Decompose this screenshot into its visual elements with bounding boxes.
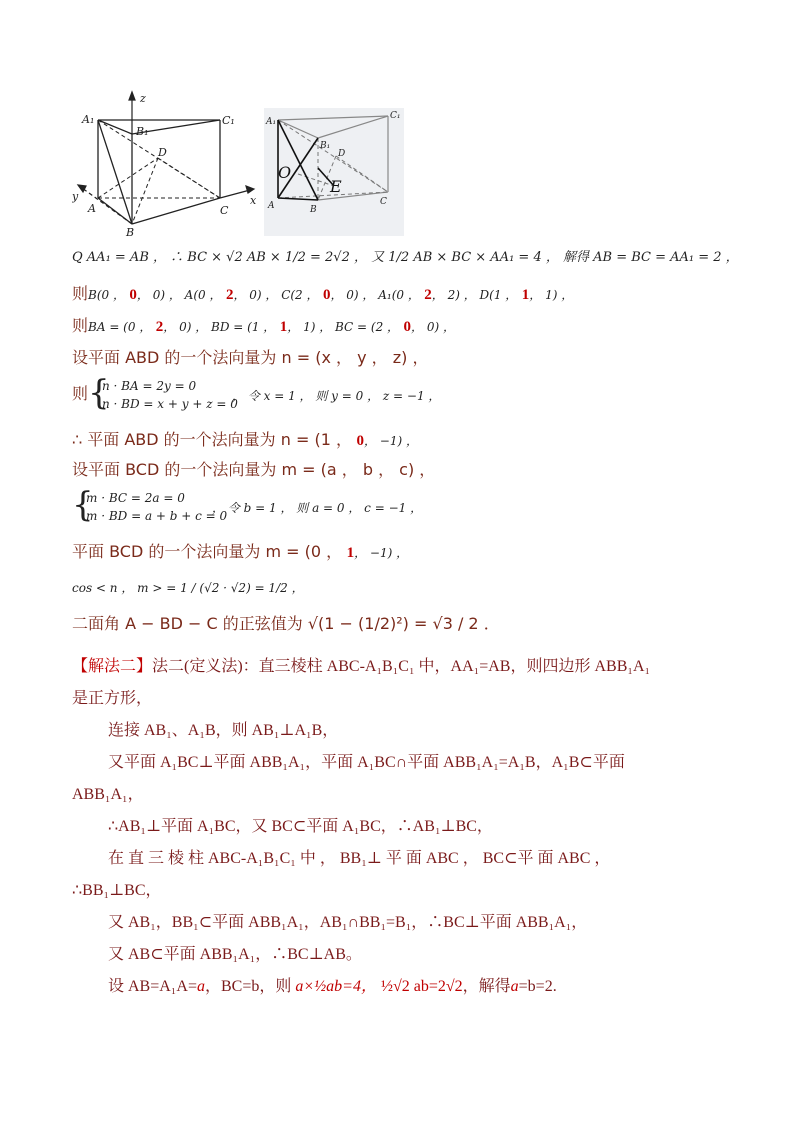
label-x: x bbox=[250, 194, 257, 207]
method2-p6: 又 AB₁，BB₁⊂平面 ABB₁A₁，AB₁∩BB₁=B₁，∴BC⊥平面 ABB₁A₁， bbox=[108, 914, 588, 931]
method2-p8: 设 AB=A₁A=a，BC=b，则 a×½ab=4， ½√2 ab=2√2，解得a=b=2. bbox=[108, 978, 557, 995]
label-C: C bbox=[380, 197, 387, 207]
method2-p2: 连接 AB₁、A₁B，则 AB₁⊥A₁B， bbox=[108, 722, 339, 739]
label-D: D bbox=[158, 146, 167, 159]
line-1: Q AA₁ = AB ， ∴ BC × √2 AB × 1/2 = 2√2 ， 又 1/2 AB × BC × AA₁ = 4 ， 解得 AB = BC = AA₁ = 2 ， bbox=[72, 250, 739, 265]
method2-p5: 在 直 三 棱 柱 ABC-A₁B₁C₁ 中 ， BB₁⊥ 平 面 ABC ， BC⊂平 面 ABC ， bbox=[108, 850, 611, 867]
label-B: B bbox=[126, 226, 135, 238]
prism-photo-figure bbox=[264, 108, 404, 236]
label-D: D bbox=[338, 149, 346, 159]
line-3: 则BA = (0 ， 2， 0) ， BD = (1 ， 1， 1) ， BC = (2 ， 0， 0) ， bbox=[72, 316, 455, 335]
line-6: ∴ 平面 ABD 的一个法向量为 n = (1 ， 0， −1) ， bbox=[72, 430, 418, 449]
line-10: cos < n ， m > = 1 / (√2 · √2) = 1/2 ， bbox=[72, 581, 304, 595]
method2-p3: 又平面 A₁BC⊥平面 ABB₁A₁，平面 A₁BC∩平面 ABB₁A₁=A₁B，A₁B⊂平面 bbox=[108, 754, 625, 771]
label-y: y bbox=[72, 190, 79, 203]
line-4: 设平面 ABD 的一个法向量为 n = (x ， y ， z) ， bbox=[72, 348, 429, 367]
method2-p7: 又 AB⊂平面 ABB₁A₁，∴BC⊥AB。 bbox=[108, 946, 362, 963]
label-A1: A₁ bbox=[266, 117, 277, 127]
prism-axes-figure bbox=[72, 90, 262, 238]
label-A1: A₁ bbox=[82, 113, 95, 126]
line-2: 则B(0 ， 0， 0) ， A(0 ， 2， 0) ， C(2 ， 0， 0) ， A₁(0 ， 2， 2) ， D(1 ， 1， 1) ， bbox=[72, 284, 574, 303]
method2-p1b: 是正方形， bbox=[72, 690, 153, 707]
label-E: E bbox=[330, 177, 342, 196]
method2-tag: 【解法二】 bbox=[72, 658, 153, 675]
label-z: z bbox=[140, 92, 146, 105]
label-B1: B₁ bbox=[320, 141, 331, 151]
label-A: A bbox=[268, 201, 275, 211]
method2-p3b: ABB₁A₁， bbox=[72, 786, 144, 803]
method2-p4: ∴AB₁⊥平面 A₁BC，又 BC⊂平面 A₁BC，∴AB₁⊥BC， bbox=[108, 818, 493, 835]
line-7: 设平面 BCD 的一个法向量为 m = (a ， b ， c) ， bbox=[72, 460, 436, 479]
label-C1: C₁ bbox=[390, 111, 401, 121]
label-C1: C₁ bbox=[222, 114, 235, 127]
method2-p1: 【解法二】法二(定义法)：直三棱柱 ABC-A₁B₁C₁ 中，AA₁=AB，则四边形 ABB₁A₁ bbox=[72, 658, 651, 675]
line-9: 平面 BCD 的一个法向量为 m = (0 ， 1， −1) ， bbox=[72, 542, 409, 561]
label-O: O bbox=[278, 163, 292, 182]
method2-p5b: ∴BB₁⊥BC， bbox=[72, 882, 162, 899]
line-11: 二面角 A − BD − C 的正弦值为 √(1 − (1/2)²) = √3 / 2 ． bbox=[72, 614, 500, 633]
label-C: C bbox=[220, 204, 229, 217]
label-B: B bbox=[310, 205, 317, 215]
label-A: A bbox=[88, 202, 96, 215]
label-B1: B₁ bbox=[136, 125, 149, 138]
